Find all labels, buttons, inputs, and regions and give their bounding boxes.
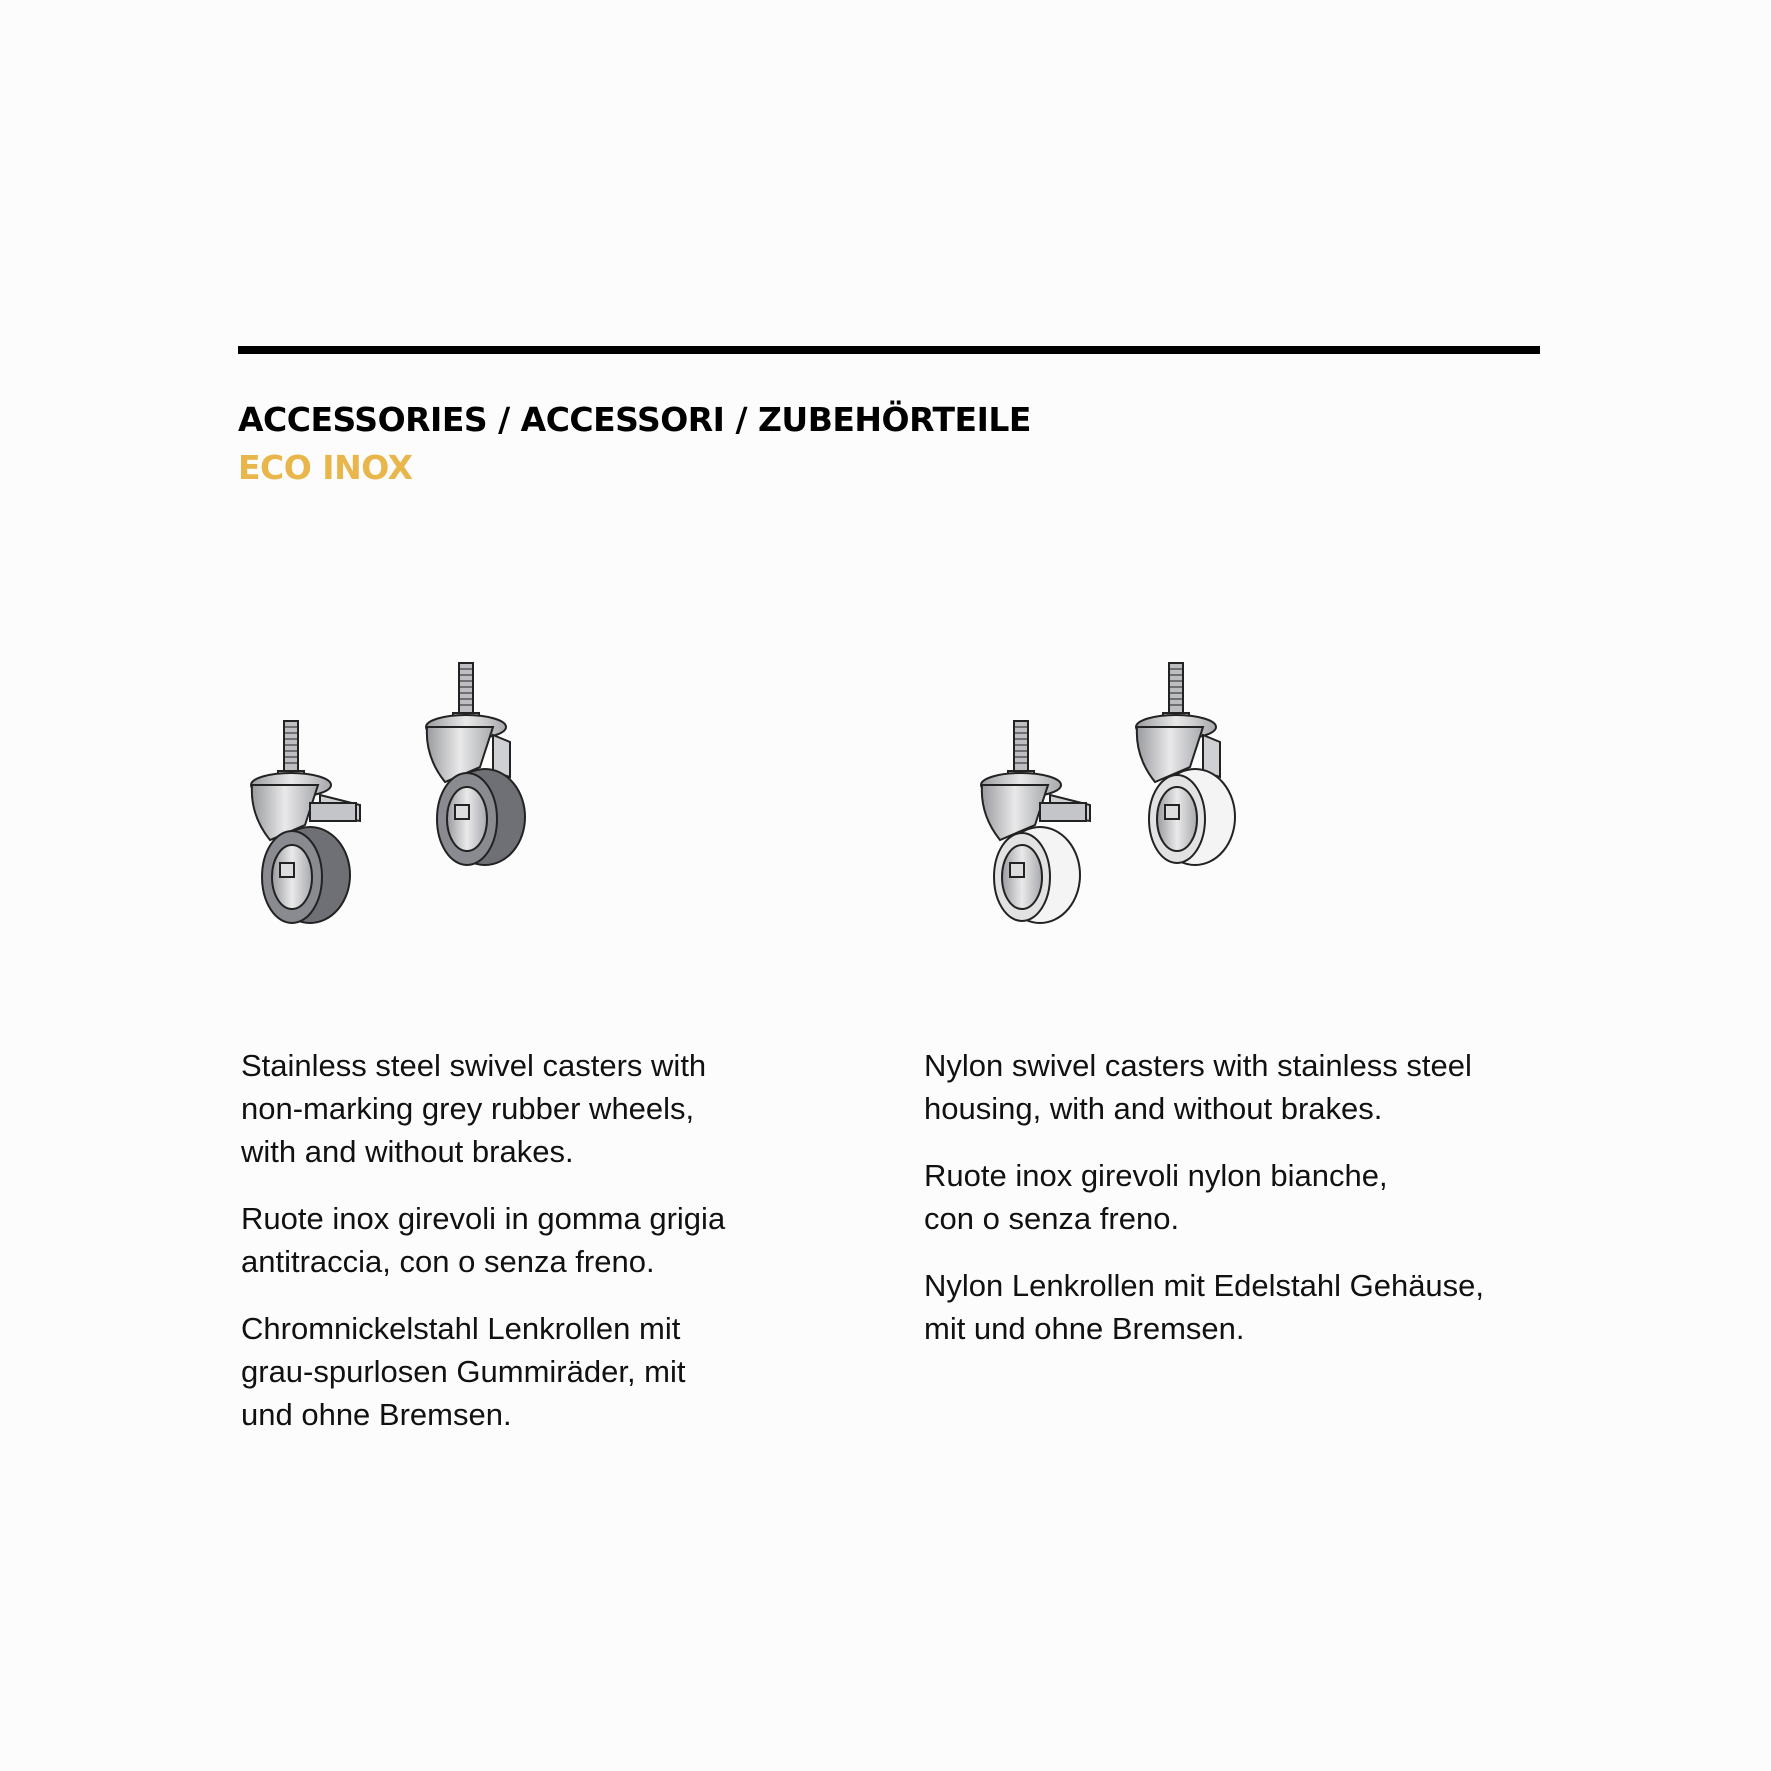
white-nylon-casters-illustration	[970, 655, 1300, 935]
description-german: Nylon Lenkrollen mit Edelstahl Gehäuse, mit und ohne Bremsen.	[924, 1268, 1485, 1346]
description-german: Chromnickelstahl Lenkrollen mit grau-spurlosen Gummiräder, mit und ohne Bremsen.	[241, 1311, 686, 1432]
nylon-casters-description	[924, 1044, 1544, 1374]
caster-with-brake-icon	[251, 721, 360, 923]
description-english: Stainless steel swivel casters with non-marking grey rubber wheels, with and without brakes.	[241, 1048, 707, 1169]
description-italian: Ruote inox girevoli nylon bianche, con o senza freno.	[924, 1158, 1388, 1236]
page-title: ACCESSORIES / ACCESSORI / ZUBEHÖRTEILE	[238, 400, 1031, 439]
nylon-caster-without-brake-icon	[1136, 663, 1235, 865]
grey-rubber-casters-description	[241, 1044, 801, 1460]
header-rule	[238, 346, 1540, 354]
caster-without-brake-icon	[426, 663, 525, 865]
grey-rubber-casters-illustration	[240, 655, 570, 935]
nylon-caster-with-brake-icon	[981, 721, 1090, 923]
description-english: Nylon swivel casters with stainless steel housing, with and without brakes.	[924, 1048, 1472, 1126]
description-italian: Ruote inox girevoli in gomma grigia antitraccia, con o senza freno.	[241, 1201, 726, 1279]
page-subtitle: ECO INOX	[238, 448, 413, 487]
